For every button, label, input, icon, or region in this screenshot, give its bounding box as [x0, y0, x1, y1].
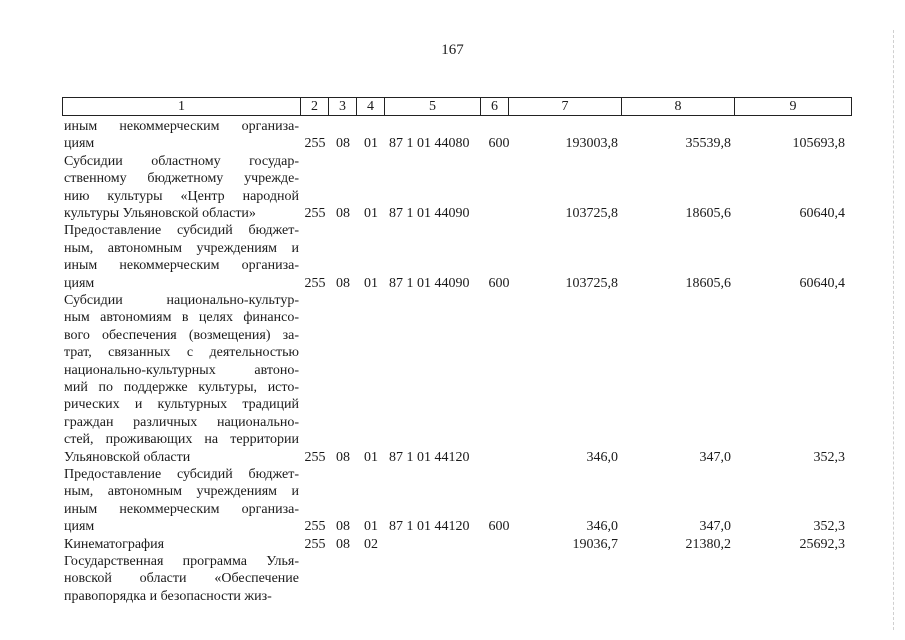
column-header-7: 7: [509, 98, 622, 116]
row-cell-c9: 352,3: [813, 449, 845, 465]
row-description-line: ственному бюджетному учрежде-: [64, 171, 299, 187]
row-description-line: циям: [64, 136, 95, 152]
row-description-line: иным некоммерческим организа-: [64, 119, 299, 134]
row-cell-c7: 346,0: [586, 449, 618, 465]
row-cell-c9: 60640,4: [799, 275, 845, 291]
column-header-6: 6: [481, 98, 509, 116]
row-cell-c5: 87 1 01 44120: [389, 519, 470, 535]
row-description-line: мий по поддержке культуры, исто-: [64, 380, 299, 395]
column-header-3: 3: [329, 98, 357, 116]
row-cell-c3: 08: [336, 275, 350, 291]
row-cell-c4: 01: [364, 206, 378, 221]
row-description-line: Кинематография: [64, 536, 165, 552]
row-description-line: стей, проживающих на территории: [64, 432, 299, 448]
row-description-line: национально-культурных автоно-: [64, 362, 299, 378]
row-description-line: ным, автономным учреждениям и: [64, 240, 299, 256]
row-description-line: циям: [64, 519, 95, 535]
row-description-line: граждан различных национально-: [64, 414, 299, 430]
row-cell-c7: 193003,8: [565, 136, 618, 152]
row-cell-c5: 87 1 01 44090: [389, 275, 470, 291]
row-description-line: Предоставление субсидий бюджет-: [64, 467, 299, 482]
row-cell-c2: 255: [304, 206, 326, 221]
column-header-8: 8: [622, 98, 735, 116]
row-description-line: Предоставление субсидий бюджет-: [64, 223, 299, 239]
row-cell-c8: 347,0: [699, 449, 731, 465]
row-description-line: Субсидии национально-культур-: [64, 293, 299, 308]
row-cell-c4: 01: [364, 449, 378, 465]
row-description-line: ным автономиям в целях финансо-: [64, 310, 299, 326]
row-cell-c9: 352,3: [813, 519, 845, 535]
row-cell-c8: 347,0: [699, 519, 731, 535]
row-cell-c6: 600: [488, 519, 510, 535]
row-description-line: культуры Ульяновской области»: [64, 206, 256, 221]
row-cell-c7: 19036,7: [572, 536, 618, 552]
row-cell-c8: 21380,2: [685, 536, 731, 552]
row-description-line: нию культуры «Центр народной: [64, 188, 299, 204]
row-cell-c2: 255: [304, 275, 326, 291]
column-header-5: 5: [385, 98, 481, 116]
row-cell-c9: 25692,3: [799, 536, 845, 552]
row-description-line: ным, автономным учреждениям и: [64, 484, 299, 500]
row-cell-c5: 87 1 01 44080: [389, 136, 470, 152]
row-description-line: рических и культурных традиций: [64, 397, 299, 413]
row-description-line: Государственная программа Улья-: [64, 554, 299, 569]
page-number: 167: [441, 42, 464, 58]
row-cell-c4: 01: [364, 519, 378, 535]
row-cell-c7: 103725,8: [565, 275, 618, 291]
row-description-line: Субсидии областному государ-: [64, 153, 299, 169]
row-description-line: трат, связанных с деятельностью: [64, 345, 299, 361]
row-description-line: иным некоммерческим организа-: [64, 258, 299, 274]
row-description-line: иным некоммерческим организа-: [64, 501, 299, 517]
row-cell-c7: 346,0: [586, 519, 618, 535]
row-cell-c6: 600: [488, 275, 510, 291]
row-cell-c9: 105693,8: [792, 136, 845, 152]
row-cell-c4: 02: [364, 536, 378, 552]
column-header-9: 9: [735, 98, 852, 116]
row-cell-c3: 08: [336, 449, 350, 465]
row-description-line: циям: [64, 275, 95, 291]
row-cell-c8: 18605,6: [685, 275, 731, 291]
row-cell-c5: 87 1 01 44120: [389, 449, 470, 465]
row-cell-c3: 08: [336, 136, 350, 152]
column-header-1: 1: [63, 98, 301, 116]
row-cell-c6: 600: [488, 136, 510, 152]
column-header-4: 4: [357, 98, 385, 116]
column-header-2: 2: [301, 98, 329, 116]
row-description-line: Ульяновской области: [64, 449, 191, 465]
row-cell-c3: 08: [336, 536, 350, 552]
row-cell-c4: 01: [364, 136, 378, 152]
row-cell-c3: 08: [336, 519, 350, 535]
row-description-line: новской области «Обеспечение: [64, 571, 299, 587]
row-cell-c2: 255: [304, 136, 326, 152]
row-cell-c7: 103725,8: [565, 206, 618, 221]
row-description-line: вого обеспечения (возмещения) за-: [64, 327, 299, 343]
row-cell-c8: 18605,6: [685, 206, 731, 221]
row-cell-c2: 255: [304, 519, 326, 535]
row-cell-c2: 255: [304, 449, 326, 465]
row-cell-c4: 01: [364, 275, 378, 291]
row-cell-c3: 08: [336, 206, 350, 221]
row-description-line: правопорядка и безопасности жиз-: [64, 588, 272, 604]
row-cell-c2: 255: [304, 536, 326, 552]
row-cell-c9: 60640,4: [799, 206, 845, 221]
row-cell-c8: 35539,8: [685, 136, 731, 152]
row-cell-c5: 87 1 01 44090: [389, 206, 470, 221]
